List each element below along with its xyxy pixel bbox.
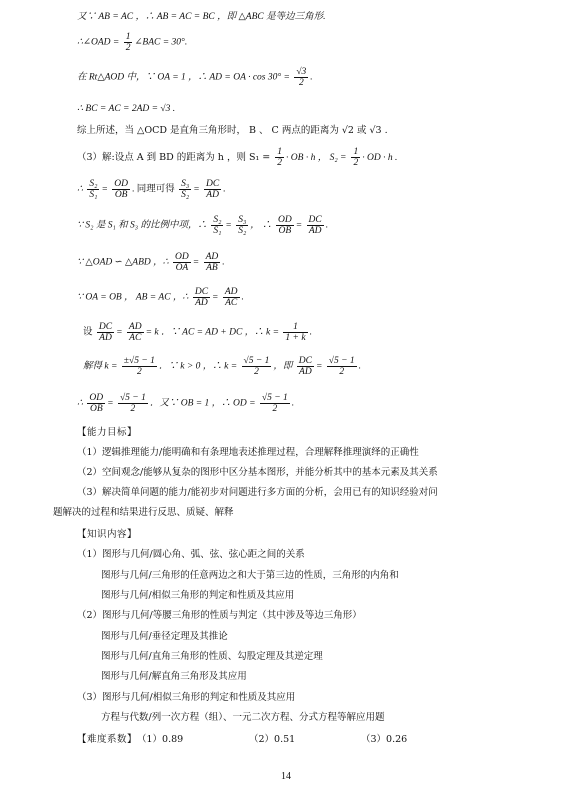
fraction-pm-root5-minus-1-over-2: $\frac{\pm√5 - 1}{2}$ xyxy=(123,356,155,377)
fraction-root5-minus-1-over-2: $\frac{√5 - 1}{2}$ xyxy=(328,356,355,377)
text-segment: = xyxy=(192,257,200,268)
text-segment: ， ∴ xyxy=(250,220,272,231)
knowledge-item-2: （2）图形与几何/等腰三角形的性质与判定（其中涉及等边三角形） xyxy=(77,610,362,621)
text-segment: ∵ S₂ 是 S₁ 和 S₃ 的比例中项，∴ xyxy=(77,220,207,231)
fraction-dc-ad: $\frac{DC}{AD}$ xyxy=(308,215,322,236)
page-number: 14 xyxy=(281,771,291,782)
text-segment: ．∵ k > 0 ，∴ k = xyxy=(158,361,238,372)
text-segment: ．又∵ OB = 1 ，∴ OD = xyxy=(149,398,256,409)
fraction-ad-ac: $\frac{AD}{AC}$ xyxy=(224,287,238,308)
fraction-root5-minus-1-over-2: $\frac{√5 - 1}{2}$ xyxy=(119,393,146,414)
ability-heading: 【能力目标】 xyxy=(77,427,138,438)
knowledge-subitem: 图形与几何/三角形的任意两边之和大于第三边的性质，三角形的内角和 xyxy=(101,570,399,581)
fraction-root5-minus-1-over-2: $\frac{√5 - 1}{2}$ xyxy=(261,393,288,414)
text-segment: ∠BAC = 30°. xyxy=(134,37,188,48)
ability-item-1: （1）逻辑推理能力/能明确和有条理地表述推理过程，合理解释推理演绎的正确性 xyxy=(77,447,419,458)
knowledge-subitem: 图形与几何/解直角三角形及其应用 xyxy=(101,671,247,682)
knowledge-heading: 【知识内容】 xyxy=(77,529,138,540)
ability-item-3-continued: 题解决的过程和结果进行反思、质疑、解释 xyxy=(53,507,234,518)
fraction-sqrt3-over-2: $\frac{√3}{2}$ xyxy=(296,67,307,88)
text-segment: . xyxy=(325,220,329,231)
fraction-od-ob: $\frac{OD}{OB}$ xyxy=(89,393,104,414)
text-segment: ∵ △OAD ∽ △ABD ，∴ xyxy=(77,257,169,268)
proof-line-1: 又∵ AB = AC ，∴ AB = AC = BC ，即 △ABC 是等边三角形. xyxy=(77,12,326,22)
fraction-dc-ad: $\frac{DC}{AD}$ xyxy=(98,322,113,343)
text-segment: . xyxy=(222,257,225,268)
fraction-od-ob: $\frac{OD}{OB}$ xyxy=(114,179,129,200)
fraction-ad-ac: $\frac{AD}{AC}$ xyxy=(128,322,142,343)
fraction-half: $\frac{1}{2}$ xyxy=(353,147,359,168)
knowledge-item-3: （3）图形与几何/相似三角形的判定和性质及其应用 xyxy=(77,692,296,703)
text-segment: ∴ xyxy=(77,184,84,195)
text-segment: . xyxy=(291,398,295,409)
text-segment: . xyxy=(358,361,362,372)
knowledge-subitem: 方程与代数/列一次方程（组）、一元二次方程、分式方程等解应用题 xyxy=(101,712,385,723)
fraction-s3-s2: $\frac{\text{S₃}}{\text{S₂}}$ xyxy=(238,215,247,236)
fraction-od-oa: $\frac{OD}{OA}$ xyxy=(175,252,189,273)
ability-item-3: （3）解决简单问题的能力/能初步对问题进行多方面的分析，会用已有的知识经验对问 xyxy=(77,487,438,498)
text-segment: 在 Rt△AOD 中，∵ OA = 1 ，∴ AD = OA · cos 30° = xyxy=(77,72,290,83)
text-segment: ∵ OA = OB ， AB = AC ，∴ xyxy=(77,292,189,303)
fraction-od-ob: $\frac{OD}{OB}$ xyxy=(278,215,292,236)
proof-line-9 xyxy=(77,252,225,273)
knowledge-subitem: 图形与几何/垂径定理及其推论 xyxy=(101,631,228,642)
difficulty-value-2: （2）0.51 xyxy=(249,734,296,745)
text-segment: = xyxy=(101,184,108,195)
proof-line-6 xyxy=(77,147,397,168)
text-segment: · OD · h . xyxy=(362,153,398,163)
fraction-half: $\frac{1}{2}$ xyxy=(277,147,283,168)
fraction-s2-s1: $\frac{\text{S₂}}{\text{S₁}}$ xyxy=(89,179,98,200)
text-segment: 设 xyxy=(83,327,93,338)
fraction-half: $\frac{1}{2}$ xyxy=(125,32,131,53)
text-segment: （3）解:设点 A 到 BD 的距离为 h ，则 S₁ = xyxy=(77,152,271,163)
fraction-dc-ad: $\frac{DC}{AD}$ xyxy=(298,356,312,377)
text-segment: = k ．∵ AC = AD + DC ，∴ k = xyxy=(145,327,280,338)
text-segment: = xyxy=(107,398,114,409)
knowledge-subitem: 图形与几何/直角三角形的性质、勾股定理及其逆定理 xyxy=(101,651,323,662)
fraction-ad-ab: $\frac{AD}{AB}$ xyxy=(205,252,219,273)
fraction-root5-minus-1-over-2: $\frac{√5 - 1}{2}$ xyxy=(243,356,270,377)
text-segment: . xyxy=(309,327,312,338)
text-segment: = xyxy=(116,327,123,338)
text-segment: . xyxy=(223,184,226,195)
fraction-dc-ad: $\frac{DC}{AD}$ xyxy=(206,179,220,200)
text-segment: ∴∠OAD = xyxy=(77,37,120,48)
text-segment: · OB · h ， S₂ = xyxy=(286,153,347,163)
text-segment: 解得 k = xyxy=(83,361,118,372)
fraction-s3-s2: $\frac{\text{S₃}}{\text{S₂}}$ xyxy=(181,179,190,200)
text-segment: = xyxy=(315,361,323,372)
fraction-s2-s1: $\frac{\text{S₂}}{\text{S₁}}$ xyxy=(213,215,222,236)
proof-line-8 xyxy=(77,215,328,236)
text-segment: . xyxy=(310,72,313,83)
text-segment: . 同理可得 xyxy=(132,184,175,195)
text-segment: = xyxy=(295,220,303,231)
proof-line-13 xyxy=(77,393,294,414)
fraction-one-over-1-plus-k: $\frac{1}{1 + k}$ xyxy=(285,322,306,343)
proof-line-2 xyxy=(77,32,187,53)
proof-line-5: 综上所述，当 △OCD 是直角三角形时， B 、 C 两点的距离为 √2 或 √3 . xyxy=(77,125,388,136)
text-segment: ∴ xyxy=(77,398,84,409)
text-segment: . xyxy=(241,292,244,303)
knowledge-item-1: （1）图形与几何/圆心角、弧、弦、弦心距之间的关系 xyxy=(77,549,305,560)
knowledge-subitem: 图形与几何/相似三角形的判定和性质及其应用 xyxy=(101,590,295,601)
proof-line-12 xyxy=(83,356,361,377)
text-segment: ，即 xyxy=(273,361,293,372)
text-segment: = xyxy=(212,292,219,303)
proof-line-10 xyxy=(77,287,244,308)
fraction-dc-ad: $\frac{DC}{AD}$ xyxy=(194,287,209,308)
text-segment: = xyxy=(193,184,200,195)
proof-line-11 xyxy=(83,322,312,343)
proof-line-7 xyxy=(77,179,226,200)
proof-line-3 xyxy=(77,67,313,88)
difficulty-value-1: （1）0.89 xyxy=(137,734,184,745)
difficulty-value-3: （3）0.26 xyxy=(361,734,408,745)
difficulty-label: 【难度系数】 xyxy=(77,734,138,745)
proof-line-4: ∴ BC = AC = 2AD = √3 . xyxy=(77,104,176,114)
text-segment: = xyxy=(225,220,232,231)
ability-item-2: （2）空间观念/能够从复杂的图形中区分基本图形，并能分析其中的基本元素及其关系 xyxy=(77,467,438,478)
difficulty-row xyxy=(77,735,407,746)
